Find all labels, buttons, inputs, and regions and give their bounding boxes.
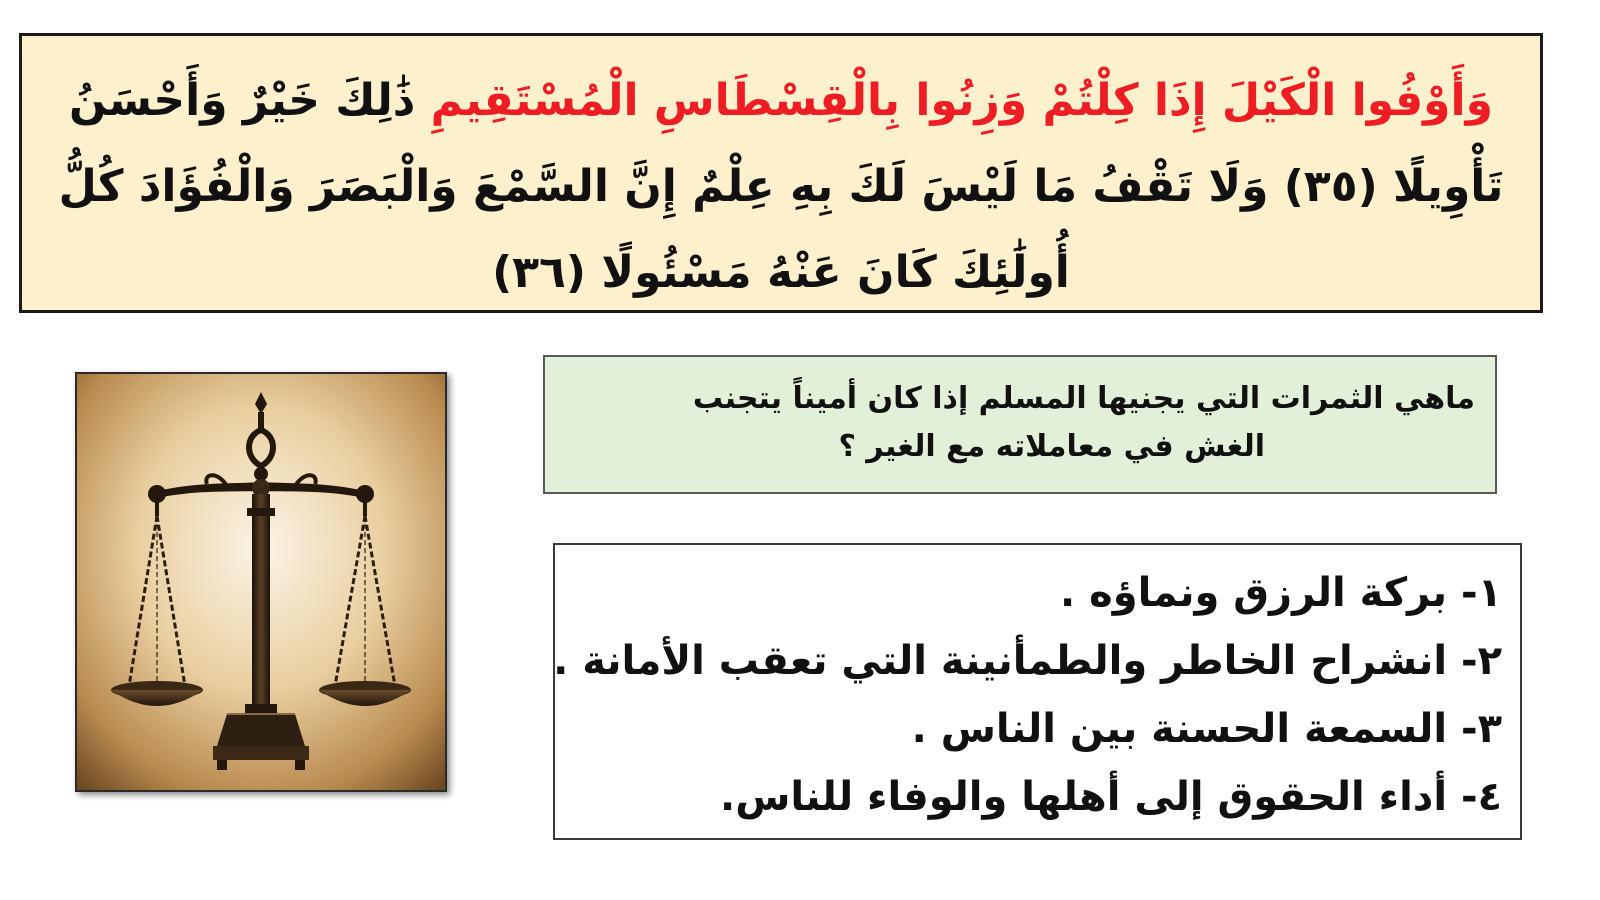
verse-box [19,33,1543,313]
answer-item-2: ٢- انشراح الخاطر والطمأنينة التي تعقب الأمانة . [553,638,1502,684]
verse-red-text: وَأَوْفُوا الْكَيْلَ إِذَا كِلْتُمْ وَزِنُوا بِالْقِسْطَاسِ الْمُسْتَقِيمِ [430,75,1493,126]
verse-black-text: ذَٰلِكَ خَيْرٌ وَأَحْسَنُ تَأْوِيلًا (٣٥) وَلَا تَقْفُ مَا لَيْسَ لَكَ بِهِ عِلْمٌ إِنَّ السَّمْعَ وَالْبَصَرَ وَالْفُؤَادَ كُلُّ أُولَٰئِكَ كَانَ عَنْهُ مَسْئُولًا (٣٦) [58,75,1504,298]
answers-box [553,543,1522,840]
answer-item-3: ٣- السمعة الحسنة بين الناس . [911,706,1502,752]
question-line-1: ماهي الثمرات التي يجنيها المسلم إذا كان أميناً يتجنب [692,381,1475,416]
answers-list [553,559,1502,831]
balance-scale-icon [77,374,445,790]
question-box [543,355,1497,494]
question-line-2: الغش في معاملاته مع الغير ؟ [838,429,1265,464]
answer-item-1: ١- بركة الرزق ونماؤه . [1060,570,1502,616]
scale-image [75,372,447,792]
answer-item-4: ٤- أداء الحقوق إلى أهلها والوفاء للناس. [720,774,1502,820]
